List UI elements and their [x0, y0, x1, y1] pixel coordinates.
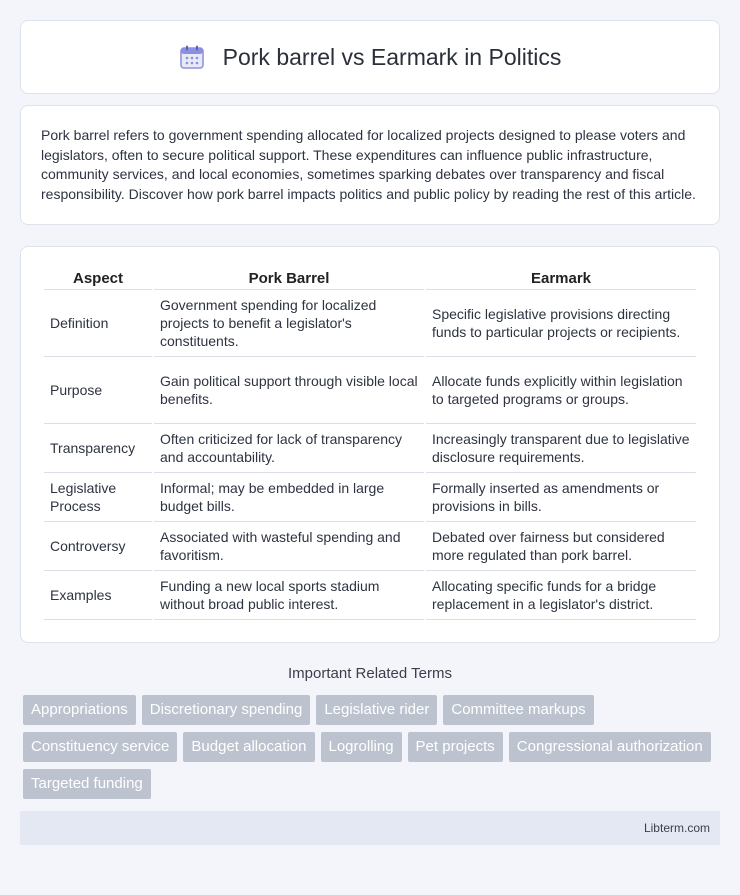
- comparison-table: [42, 269, 698, 620]
- table-row: [44, 473, 696, 522]
- earmark-cell: Specific legislative provisions directing funds to particular projects or recipients.: [426, 290, 696, 357]
- intro-text: Pork barrel refers to government spending allocated for localized projects designed to please voters and legislators, often to secure political support. These expenditures can influence public infrastructure, community services, and local economies, sometimes sparking debates over transparency and fiscal responsibility. Discover how pork barrel impacts politics and public policy by reading the rest of this article.: [41, 127, 696, 202]
- related-terms-title: Important Related Terms: [288, 665, 452, 682]
- tag-congressional-authorization[interactable]: Congressional authorization: [509, 732, 711, 762]
- table-row: [44, 571, 696, 620]
- tag-committee-markups[interactable]: Committee markups: [443, 695, 593, 725]
- tag-discretionary-spending[interactable]: Discretionary spending: [142, 695, 311, 725]
- header-card: [20, 20, 720, 94]
- earmark-cell: Allocate funds explicitly within legislation to targeted programs or groups.: [426, 357, 696, 424]
- pork-barrel-cell: Funding a new local sports stadium without broad public interest.: [154, 571, 424, 620]
- aspect-cell: Controversy: [44, 522, 152, 571]
- tag-logrolling[interactable]: Logrolling: [321, 732, 402, 762]
- comparison-card: [20, 246, 720, 643]
- earmark-cell: Allocating specific funds for a bridge replacement in a legislator's district.: [426, 571, 696, 620]
- tag-appropriations[interactable]: Appropriations: [23, 695, 136, 725]
- table-header-row: [44, 269, 696, 290]
- tag-legislative-rider[interactable]: Legislative rider: [316, 695, 437, 725]
- pork-barrel-cell: Gain political support through visible local benefits.: [154, 357, 424, 424]
- tag-constituency-service[interactable]: Constituency service: [23, 732, 177, 762]
- aspect-cell: Legislative Process: [44, 473, 152, 522]
- table-row: [44, 357, 696, 424]
- pork-barrel-cell: Informal; may be embedded in large budget bills.: [154, 473, 424, 522]
- related-terms-list: [23, 695, 720, 799]
- table-row: [44, 424, 696, 473]
- footer: [20, 811, 720, 845]
- column-header-pork-barrel: Pork Barrel: [154, 269, 424, 290]
- footer-site-link[interactable]: Libterm.com: [643, 821, 710, 835]
- calendar-icon: [179, 44, 205, 70]
- tag-targeted-funding[interactable]: Targeted funding: [23, 769, 151, 799]
- earmark-cell: Formally inserted as amendments or provisions in bills.: [426, 473, 696, 522]
- page-title: Pork barrel vs Earmark in Politics: [222, 43, 562, 70]
- earmark-cell: Increasingly transparent due to legislative disclosure requirements.: [426, 424, 696, 473]
- table-row: [44, 522, 696, 571]
- column-header-earmark: Earmark: [426, 269, 696, 290]
- aspect-cell: Examples: [44, 571, 152, 620]
- earmark-cell: Debated over fairness but considered more regulated than pork barrel.: [426, 522, 696, 571]
- tag-pet-projects[interactable]: Pet projects: [408, 732, 503, 762]
- pork-barrel-cell: Often criticized for lack of transparency and accountability.: [154, 424, 424, 473]
- intro-card: [20, 105, 720, 225]
- column-header-aspect: Aspect: [44, 269, 152, 290]
- pork-barrel-cell: Government spending for localized projects to benefit a legislator's constituents.: [154, 290, 424, 357]
- aspect-cell: Purpose: [44, 357, 152, 424]
- pork-barrel-cell: Associated with wasteful spending and favoritism.: [154, 522, 424, 571]
- aspect-cell: Transparency: [44, 424, 152, 473]
- tag-budget-allocation[interactable]: Budget allocation: [183, 732, 314, 762]
- table-row: [44, 290, 696, 357]
- aspect-cell: Definition: [44, 290, 152, 357]
